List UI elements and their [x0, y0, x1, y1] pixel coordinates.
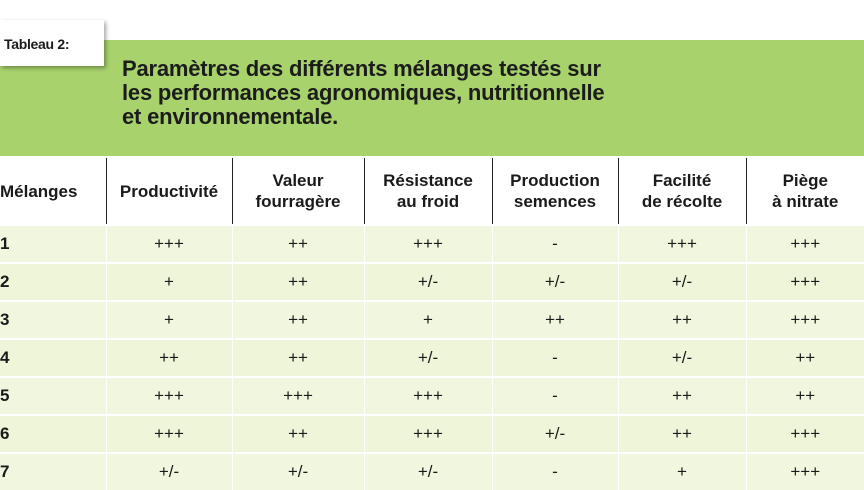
table-title: [122, 57, 762, 129]
table-cell: +/-: [492, 415, 618, 453]
table-cell: +++: [106, 377, 232, 415]
table-cell: -: [492, 453, 618, 490]
table-number-label: Tableau 2:: [4, 36, 70, 52]
table-cell: +++: [618, 225, 746, 263]
table-row: [0, 377, 864, 415]
title-banner: [0, 40, 864, 156]
table-cell: +/-: [364, 339, 492, 377]
table-cell: ++: [618, 415, 746, 453]
table-row: [0, 225, 864, 263]
table-cell: +/-: [492, 263, 618, 301]
table-cell: +/-: [618, 263, 746, 301]
table-cell: +/-: [106, 453, 232, 490]
header-row: [0, 158, 864, 225]
table-cell: +/-: [364, 263, 492, 301]
table-cell: +++: [364, 225, 492, 263]
row-number: 3: [0, 301, 106, 339]
table-cell: ++: [106, 339, 232, 377]
table-cell: +++: [364, 377, 492, 415]
table-cell: +++: [106, 225, 232, 263]
table-cell: ++: [746, 377, 864, 415]
table-cell: +: [364, 301, 492, 339]
table-cell: +++: [746, 301, 864, 339]
table-cell: ++: [618, 301, 746, 339]
table-row: [0, 263, 864, 301]
table-row: [0, 339, 864, 377]
header-production-semences: Production semences: [492, 158, 618, 225]
table-cell: +: [106, 301, 232, 339]
table-cell: -: [492, 225, 618, 263]
row-number: 7: [0, 453, 106, 490]
table-cell: +++: [746, 453, 864, 490]
table-cell: ++: [746, 339, 864, 377]
table-cell: +: [106, 263, 232, 301]
header-resistance-froid: Résistance au froid: [364, 158, 492, 225]
table-cell: ++: [618, 377, 746, 415]
table-cell: +++: [746, 225, 864, 263]
table-cell: +++: [746, 263, 864, 301]
row-number: 2: [0, 263, 106, 301]
table-cell: -: [492, 339, 618, 377]
title-line-2: les performances agronomiques, nutritionnelle: [122, 80, 605, 105]
table-number-tag: [0, 20, 104, 66]
row-number: 6: [0, 415, 106, 453]
parameters-table: [0, 158, 864, 490]
table-cell: +/-: [364, 453, 492, 490]
table-row: [0, 415, 864, 453]
title-line-1: Paramètres des différents mélanges testés sur: [122, 56, 601, 81]
table-cell: ++: [232, 301, 364, 339]
table-cell: +++: [232, 377, 364, 415]
table-cell: ++: [492, 301, 618, 339]
table-row: [0, 453, 864, 490]
table-cell: +++: [106, 415, 232, 453]
table-row: [0, 301, 864, 339]
table-cell: ++: [232, 263, 364, 301]
table-body: [0, 225, 864, 490]
table-cell: ++: [232, 339, 364, 377]
table-cell: ++: [232, 225, 364, 263]
table-cell: +++: [746, 415, 864, 453]
table-cell: +/-: [232, 453, 364, 490]
table-cell: +/-: [618, 339, 746, 377]
title-line-3: et environnementale.: [122, 104, 339, 129]
table-cell: -: [492, 377, 618, 415]
header-piege-nitrate: Piège à nitrate: [746, 158, 864, 225]
table-cell: +: [618, 453, 746, 490]
row-number: 4: [0, 339, 106, 377]
header-facilite-recolte: Facilité de récolte: [618, 158, 746, 225]
row-number: 1: [0, 225, 106, 263]
header-valeur-fourragere: Valeur fourragère: [232, 158, 364, 225]
row-number: 5: [0, 377, 106, 415]
table-cell: ++: [232, 415, 364, 453]
header-melanges: Mélanges: [0, 158, 106, 225]
table-cell: +++: [364, 415, 492, 453]
header-productivite: Productivité: [106, 158, 232, 225]
